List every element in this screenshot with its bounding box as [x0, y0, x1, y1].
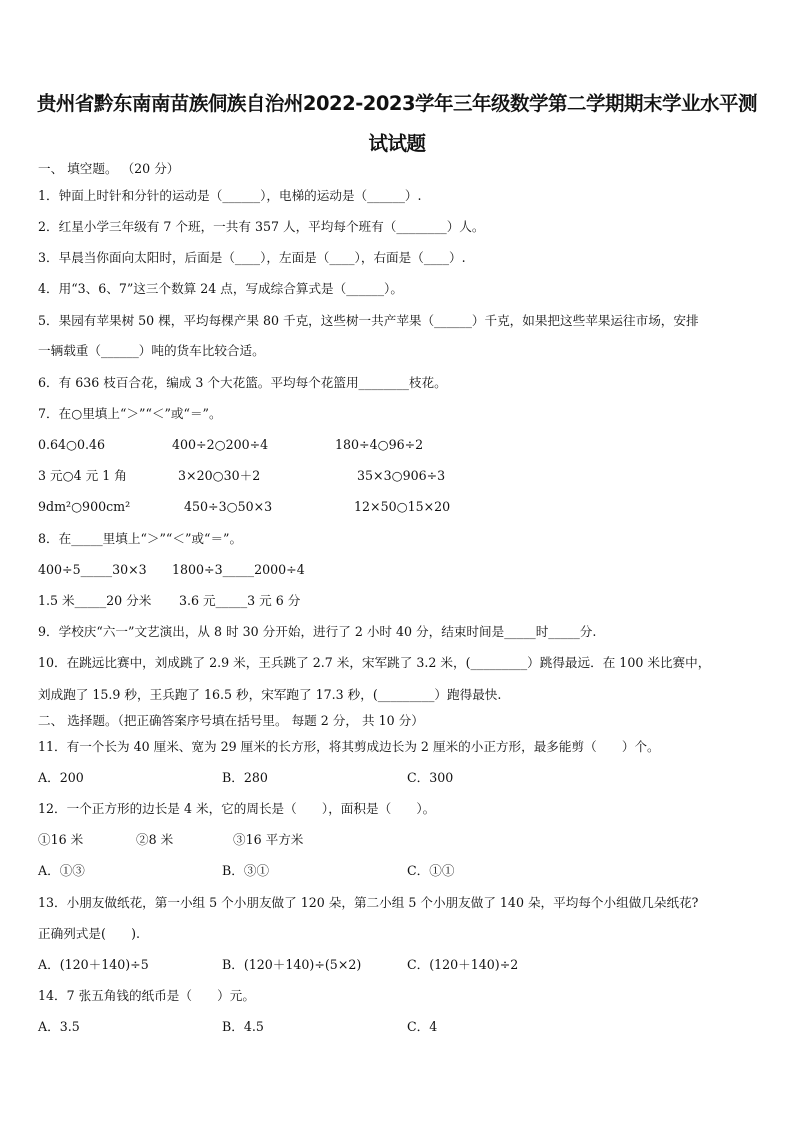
question-12: 12．一个正方形的边长是 4 米，它的周长是（ ），面积是（ ）。 [38, 801, 436, 816]
exam-title-line2: 试试题 [368, 132, 426, 155]
q7-item: 9dm²○900cm² [38, 499, 131, 514]
section-multiple-choice-heading: 二、 选择题。（把正确答案序号填在括号里。 每题 2 分， 共 10 分） [38, 713, 424, 728]
q12-option-c: C．①① [407, 863, 455, 878]
question-11: 11．有一个长为 40 厘米、宽为 29 厘米的长方形，将其剪成边长为 2 厘米的小正方形，最多能剪（ ）个。 [38, 739, 660, 754]
question-14: 14．7 张五角钱的纸币是（ ）元。 [38, 988, 255, 1003]
question-5-line1: 5．果园有苹果树 50 棵，平均每棵产果 80 千克，这些树一共产苹果（______）千克，如果把这些苹果运往市场，安排 [38, 313, 699, 328]
question-9: 9．学校庆“六一”文艺演出，从 8 时 30 分开始，进行了 2 小时 40 分，结束时间是_____时_____分. [38, 624, 597, 639]
question-3: 3．早晨当你面向太阳时，后面是（____），左面是（____），右面是（____）. [38, 250, 466, 265]
q7-item: 450÷3○50×3 [184, 499, 273, 514]
q7-item: 180÷4○96÷2 [335, 437, 424, 452]
q7-item: 12×50○15×20 [354, 499, 451, 514]
q14-option-c: C．4 [407, 1019, 438, 1034]
q13-option-c: C．(120＋140)÷2 [407, 957, 519, 972]
q12-choice-item: ①16 米 [38, 832, 84, 847]
q11-option-b: B．280 [222, 770, 268, 785]
question-5-line2: 一辆载重（______）吨的货车比较合适。 [38, 343, 265, 358]
q11-option-a: A．200 [38, 770, 84, 785]
exam-title-line1: 贵州省黔东南南苗族侗族自治州2022-2023学年三年级数学第二学期期末学业水平测 [36, 92, 758, 115]
question-8: 8．在_____里填上“＞”“＜”或“＝”。 [38, 531, 243, 546]
q7-item: 35×3○906÷3 [357, 468, 446, 483]
question-10-line1: 10．在跳远比赛中，刘成跳了 2.9 米，王兵跳了 2.7 米，宋军跳了 3.2 米，(_________）跳得最远．在 100 米比赛中， [38, 655, 711, 670]
q7-item: 3 元○4 元 1 角 [38, 468, 127, 483]
q14-option-b: B．4.5 [222, 1019, 264, 1034]
question-4: 4．用“3、6、7”这三个数算 24 点，写成综合算式是（______）。 [38, 281, 403, 296]
q12-choice-item: ③16 平方米 [233, 832, 304, 847]
question-13-line2: 正确列式是( ). [38, 926, 140, 941]
question-10-line2: 刘成跑了 15.9 秒，王兵跑了 16.5 秒，宋军跑了 17.3 秒，(_________）跑得最快. [38, 687, 502, 702]
q12-option-a: A．①③ [38, 863, 85, 878]
q12-choice-item: ②8 米 [136, 832, 174, 847]
q11-option-c: C．300 [407, 770, 454, 785]
question-1: 1．钟面上时针和分针的运动是（______），电梯的运动是（______）. [38, 188, 422, 203]
question-6: 6．有 636 枝百合花，编成 3 个大花篮。平均每个花篮用________枝花。 [38, 375, 447, 390]
q7-item: 0.64○0.46 [38, 437, 106, 452]
q13-option-a: A．(120＋140)÷5 [38, 957, 149, 972]
section-fill-blank-heading: 一、 填空题。 （20 分） [38, 161, 180, 176]
question-2: 2．红星小学三年级有 7 个班，一共有 357 人，平均每个班有（________）人。 [38, 219, 485, 234]
q7-item: 400÷2○200÷4 [172, 437, 269, 452]
question-7: 7．在○里填上“＞”“＜”或“＝”。 [38, 406, 222, 421]
q12-option-b: B．③① [222, 863, 270, 878]
question-13-line1: 13．小朋友做纸花，第一小组 5 个小朋友做了 120 朵，第二小组 5 个小朋友做了 140 朵，平均每个小组做几朵纸花? [38, 895, 699, 910]
q14-option-a: A．3.5 [38, 1019, 80, 1034]
q8-item: 1800÷3_____2000÷4 [172, 562, 305, 577]
q8-item: 3.6 元_____3 元 6 分 [179, 593, 301, 608]
q13-option-b: B．(120＋140)÷(5×2) [222, 957, 362, 972]
q7-item: 3×20○30＋2 [178, 468, 261, 483]
q8-item: 1.5 米_____20 分米 [38, 593, 152, 608]
q8-item: 400÷5_____30×3 [38, 562, 147, 577]
